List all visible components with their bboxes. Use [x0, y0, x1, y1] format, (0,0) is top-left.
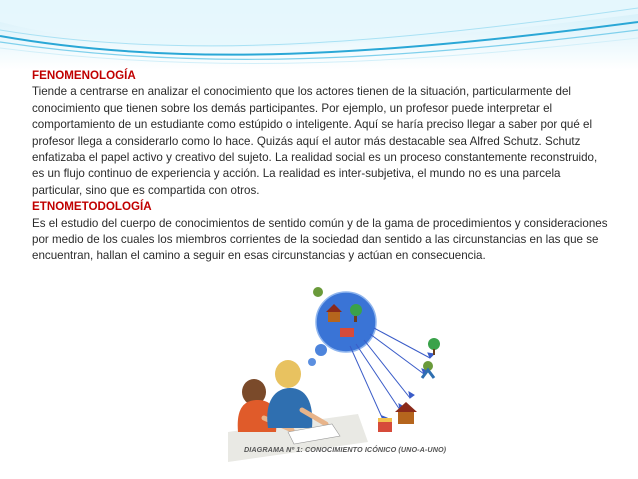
world-house-icon	[395, 402, 417, 424]
content-text	[32, 68, 612, 265]
world-shop-icon	[378, 418, 392, 432]
thought-bubble-small	[308, 358, 316, 366]
heading-fenomenologia: FENOMENOLOGÍA	[32, 69, 136, 82]
paragraph-fenomenologia: Tiende a centrarse en analizar el conocimiento que los actores tienen de la situación, particularmente del conocimiento que tienen sobre los demás participantes. Por ejemplo, un profesor puede interpretar el comportamiento de un estudiante como estúpido o inteligente. Aquí se haría preciso llegar a saber por qué el profesor llega a considerarlo como lo hace. Quizás aquí el autor más destacable sea Alfred Schutz. Schutz enfatizaba el papel activo y creativo del sujeto. La realidad social es un proceso constantemente reconstruido, es un flujo continuo de experiencia y acción. La realidad es inter-subjetiva, el mundo no es una parcela particular, sino que es compartida con otros.	[32, 85, 598, 197]
paragraph-etnometodologia: Es el estudio del cuerpo de conocimientos de sentido común y de la gama de procedimientos y consideraciones por medio de los cuales los miembros corrientes de la sociedad dan sentido a las circunstancias en las que se encuentran, hallan el camino a seguir en esas circunstancias y actúan en consecuencia.	[32, 216, 608, 263]
bubble-shop-icon	[340, 328, 354, 337]
teacher-figure	[267, 360, 326, 428]
bubble-figure-icon	[313, 287, 323, 297]
heading-etnometodologia: ETNOMETODOLOGÍA	[32, 200, 152, 214]
bubble-tree-icon	[350, 304, 362, 316]
diagram-illustration	[228, 282, 448, 462]
top-wave-decoration	[0, 0, 638, 70]
thought-bubble-medium	[315, 344, 327, 356]
world-tree-icon	[428, 338, 440, 355]
bubble-house-icon	[328, 312, 340, 322]
diagram-caption: DIAGRAMA Nº 1: CONOCIMIENTO ICÓNICO (UNO-A-UNO)	[244, 445, 447, 454]
